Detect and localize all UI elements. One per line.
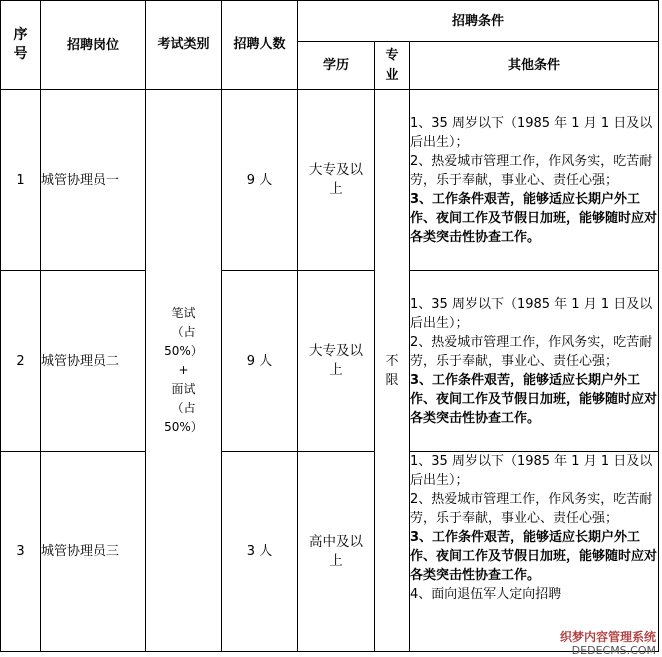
header-major: 专业 — [375, 42, 410, 90]
row-index: 1 — [1, 90, 41, 271]
header-count: 招聘人数 — [222, 1, 298, 90]
row-conditions: 1、35 周岁以下（1985 年 1 月 1 日及以后出生）； 2、热爱城市管理工作，作风务实，吃苦耐劳，乐于奉献，事业心、责任心强； 3、工作条件艰苦，能够适应长期户外工作、夜间工作及节假日加班，能够随时应对各类突击性协查工作。 — [410, 271, 659, 452]
header-other: 其他条件 — [410, 42, 659, 90]
watermark-logo — [560, 631, 656, 657]
header-exam-type: 考试类别 — [146, 1, 222, 90]
table-row — [1, 271, 659, 452]
table-row — [1, 452, 659, 652]
row-conditions: 1、35 周岁以下（1985 年 1 月 1 日及以后出生）； 2、热爱城市管理工作，作风务实，吃苦耐劳，乐于奉献，事业心、责任心强； 3、工作条件艰苦，能够适应长期户外工作、夜间工作及节假日加班，能够随时应对各类突击性协查工作。 — [410, 90, 659, 271]
row-education: 大专及以上 — [298, 271, 375, 452]
table-row — [1, 90, 659, 271]
header-education: 学历 — [298, 42, 375, 90]
row-conditions: 1、35 周岁以下（1985 年 1 月 1 日及以后出生）； 2、热爱城市管理工作，作风务实，吃苦耐劳，乐于奉献，事业心、责任心强； 3、工作条件艰苦，能够适应长期户外工作、夜间工作及节假日加班，能够随时应对各类突击性协查工作。 4、面向退伍军人定向招聘 — [410, 452, 659, 652]
header-row-top — [1, 1, 659, 42]
row-education: 高中及以上 — [298, 452, 375, 652]
major-cell: 不 限 — [375, 90, 410, 652]
row-index: 2 — [1, 271, 41, 452]
row-post: 城管协理员二 — [41, 271, 146, 452]
row-index: 3 — [1, 452, 41, 652]
exam-type-cell: 笔试 （占 50%） + 面试 （占 50%） — [146, 90, 222, 652]
row-count: 9 人 — [222, 90, 298, 271]
header-index: 序号 — [1, 1, 41, 90]
row-education: 大专及以上 — [298, 90, 375, 271]
row-count: 3 人 — [222, 452, 298, 652]
watermark-domain: DEDECMS.COM — [571, 644, 656, 657]
header-conditions: 招聘条件 — [298, 1, 659, 42]
row-post: 城管协理员一 — [41, 90, 146, 271]
row-count: 9 人 — [222, 271, 298, 452]
watermark-text: 织梦内容管理系统 — [559, 630, 656, 644]
header-post: 招聘岗位 — [41, 1, 146, 90]
row-post: 城管协理员三 — [41, 452, 146, 652]
